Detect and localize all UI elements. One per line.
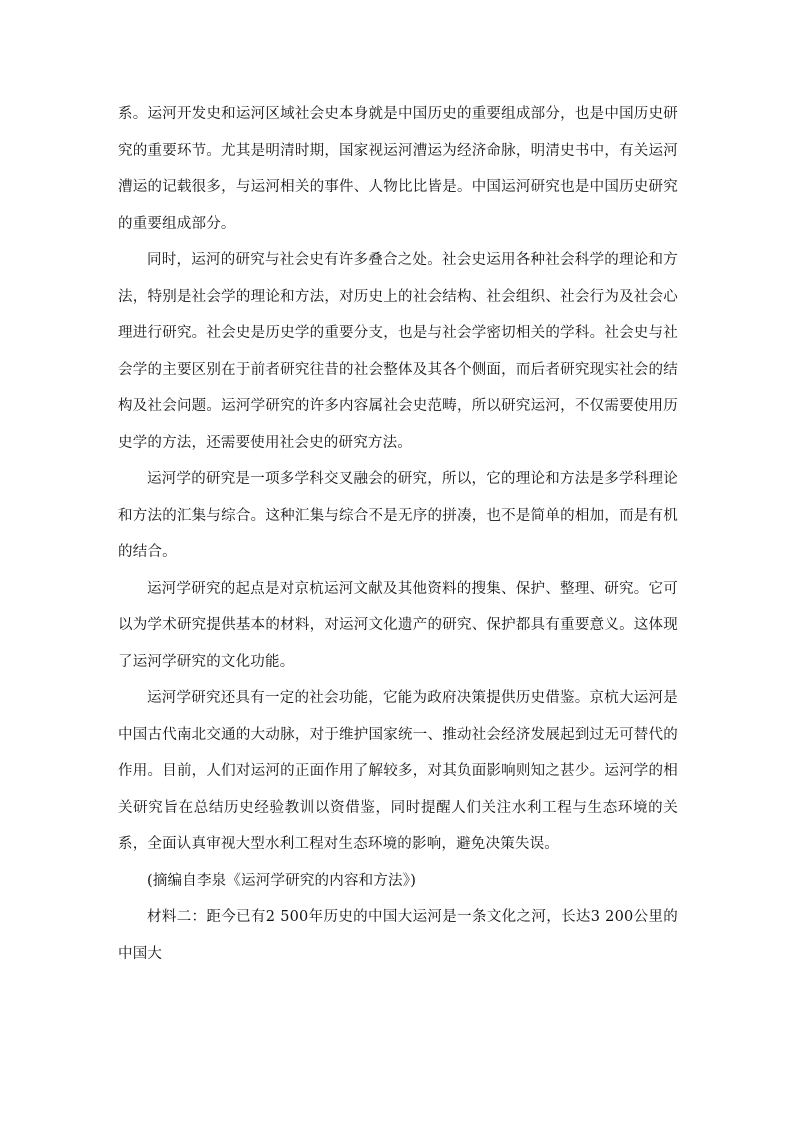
paragraph-cultural-function: 运河学研究的起点是对京杭运河文献及其他资料的搜集、保护、整理、研究。它可以为学术研究提供基本的材料，对运河文化遗产的研究、保护都具有重要意义。这体现了运河学研究的文化功能。 (118, 580, 678, 670)
source-citation: (摘编自李泉《运河学研究的内容和方法》) (147, 872, 417, 889)
paragraph-material-two: 材料二：距今已有2 500年历史的中国大运河是一条文化之河，长达3 200公里的中国大 (118, 909, 678, 962)
paragraph-canal-history-conclusion: 系。运河开发史和运河区域社会史本身就是中国历史的重要组成部分，也是中国历史研究的重要环节。尤其是明清时期，国家视运河漕运为经济命脉，明清史书中，有关运河漕运的记载很多，与运河相关的事件、人物比比皆是。中国运河研究也是中国历史研究的重要组成部分。 (118, 106, 678, 232)
paragraph-interdisciplinary: 运河学的研究是一项多学科交叉融会的研究，所以，它的理论和方法是多学科理论和方法的汇集与综合。这种汇集与综合不是无序的拼凑，也不是简单的相加，而是有机的结合。 (118, 471, 678, 560)
document-body (118, 96, 678, 972)
paragraph-social-function: 运河学研究还具有一定的社会功能，它能为政府决策提供历史借鉴。京杭大运河是中国古代南北交通的大动脉，对于维护国家统一、推动社会经济发展起到过无可替代的作用。目前，人们对运河的正面作用了解较多，对其负面影响则知之甚少。运河学的相关研究旨在总结历史经验教训以资借鉴，同时提醒人们关注水利工程与生态环境的关系，全面认真审视大型水利工程对生态环境的影响，避免决策失误。 (118, 690, 678, 852)
paragraph-social-history: 同时，运河的研究与社会史有许多叠合之处。社会史运用各种社会科学的理论和方法，特别是社会学的理论和方法，对历史上的社会结构、社会组织、社会行为及社会心理进行研究。社会史是历史学的重要分支，也是与社会学密切相关的学科。社会史与社会学的主要区别在于前者研究往昔的社会整体及其各个侧面，而后者研究现实社会的结构及社会问题。运河学研究的许多内容属社会史范畴，所以研究运河，不仅需要使用历史学的方法，还需要使用社会史的研究方法。 (118, 252, 678, 451)
